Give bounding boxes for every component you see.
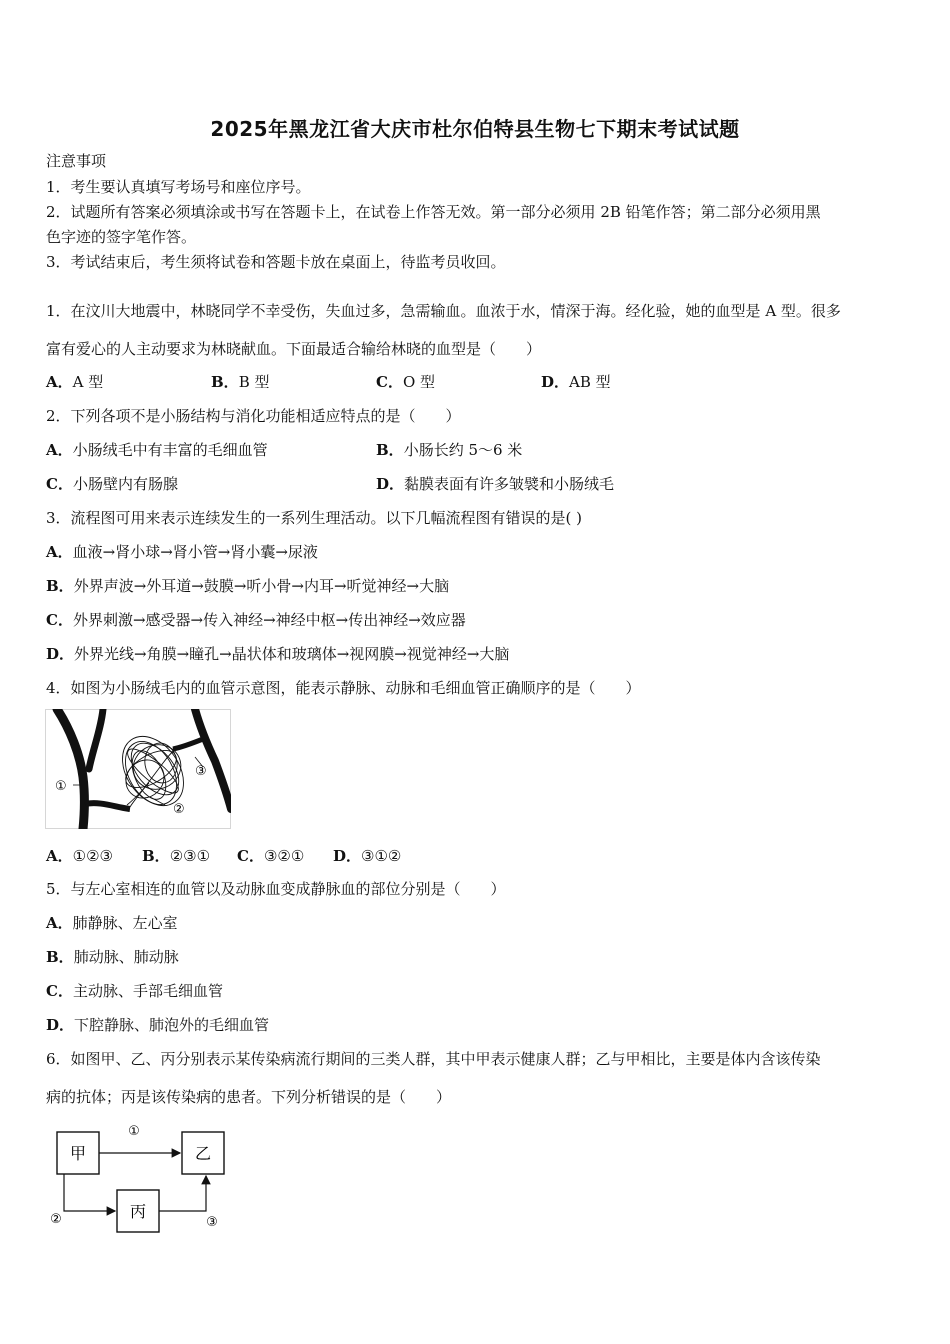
option-b: B．②③① — [142, 847, 211, 865]
vein-vessel — [57, 709, 85, 829]
option-a: A．小肠绒毛中有丰富的毛细血管 — [46, 441, 268, 459]
svg-text:丙: 丙 — [129, 1202, 147, 1221]
option-c: C．③②① — [237, 847, 305, 865]
notice-item: 2．试题所有答案必须填涂或书写在答题卡上，在试卷上作答无效。第一部分必须用 2B 铅笔作答；第二部分必须用黑 — [46, 203, 821, 221]
option-c: C．O 型 — [376, 373, 436, 391]
option-d: D．AB 型 — [541, 373, 611, 391]
notice-item: 3．考试结束后，考生须将试卷和答题卡放在桌面上，待监考员收回。 — [46, 253, 506, 271]
question-stem: 5．与左心室相连的血管以及动脉血变成静脉血的部位分别是（ ） — [46, 880, 506, 898]
figure-label-3: ③ — [195, 764, 207, 779]
option-a: A．肺静脉、左心室 — [46, 914, 178, 932]
svg-text:甲: 甲 — [69, 1144, 87, 1163]
option-c: C．外界刺激→感受器→传入神经→神经中枢→传出神经→效应器 — [46, 611, 466, 629]
option-d: D．下腔静脉、肺泡外的毛细血管 — [46, 1016, 270, 1034]
arrow-3 — [159, 1176, 206, 1211]
arrow-label-2: ② — [50, 1212, 62, 1227]
option-d: D．黏膜表面有许多皱襞和小肠绒毛 — [376, 475, 615, 493]
svg-text:乙: 乙 — [194, 1144, 212, 1163]
figure-label-1: ① — [55, 779, 67, 794]
notice-item: 1．考生要认真填写考场号和座位序号。 — [46, 178, 311, 196]
question-stem: 3．流程图可用来表示连续发生的一系列生理活动。以下几幅流程图有错误的是( ) — [46, 509, 583, 527]
option-a: A．①②③ — [46, 847, 113, 865]
villus-vessels-figure — [45, 709, 231, 829]
option-c: C．小肠壁内有肠腺 — [46, 475, 178, 493]
option-b: B．B 型 — [211, 373, 270, 391]
question-stem: 富有爱心的人主动要求为林晓献血。下面最适合输给林晓的血型是（ ） — [46, 340, 542, 358]
question-stem: 4．如图为小肠绒毛内的血管示意图，能表示静脉、动脉和毛细血管正确顺序的是（ ） — [46, 679, 641, 697]
option-a: A．A 型 — [46, 373, 104, 391]
option-c: C．主动脉、手部毛细血管 — [46, 982, 223, 1000]
notice-heading: 注意事项 — [46, 152, 107, 170]
question-stem: 1．在汶川大地震中，林晓同学不幸受伤，失血过多，急需输血。血浓于水，情深于海。经化验，她的血型是 A 型。很多 — [46, 302, 841, 320]
question-stem: 6．如图甲、乙、丙分别表示某传染病流行期间的三类人群，其中甲表示健康人群；乙与甲相比，主要是体内含该传染 — [46, 1050, 821, 1068]
notice-item: 色字迹的签字笔作答。 — [46, 228, 197, 246]
population-flow-diagram — [44, 1118, 234, 1240]
option-d: D．外界光线→角膜→瞳孔→晶状体和玻璃体→视网膜→视觉神经→大脑 — [46, 645, 510, 663]
arrow-2 — [64, 1174, 115, 1211]
option-b: B．外界声波→外耳道→鼓膜→听小骨→内耳→听觉神经→大脑 — [46, 577, 450, 595]
option-d: D．③①② — [333, 847, 402, 865]
question-stem: 2．下列各项不是小肠结构与消化功能相适应特点的是（ ） — [46, 407, 461, 425]
arrow-label-3: ③ — [206, 1215, 218, 1230]
option-b: B．小肠长约 5～6 米 — [376, 441, 523, 459]
question-stem: 病的抗体；丙是该传染病的患者。下列分析错误的是（ ） — [46, 1088, 452, 1106]
artery-vessel — [85, 803, 130, 809]
figure-label-2: ② — [173, 802, 185, 817]
option-b: B．肺动脉、肺动脉 — [46, 948, 179, 966]
page-title: 2025年黑龙江省大庆市杜尔伯特县生物七下期末考试试题 — [210, 117, 740, 141]
arrow-label-1: ① — [128, 1124, 140, 1139]
option-a: A．血液→肾小球→肾小管→肾小囊→尿液 — [46, 543, 318, 561]
